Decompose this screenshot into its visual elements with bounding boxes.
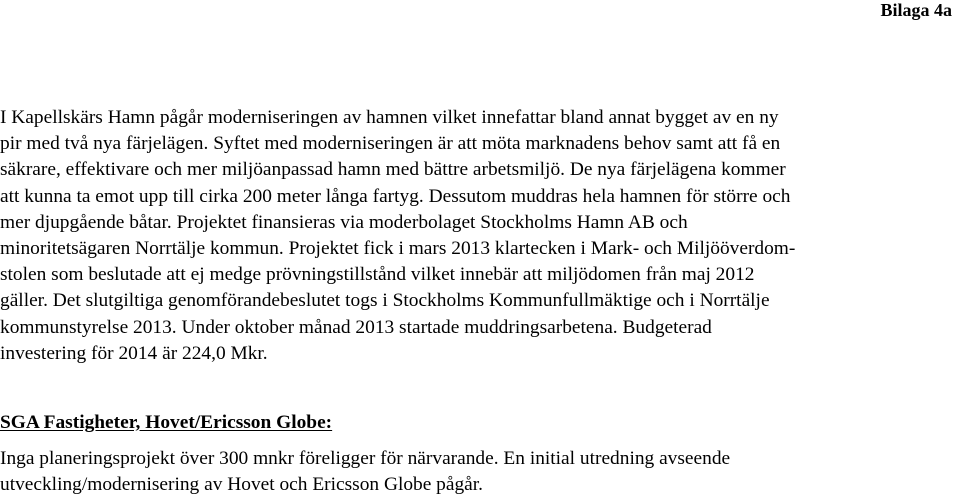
paragraph-line: att kunna ta emot upp till cirka 200 meter långa fartyg. Dessutom muddras hela hamnen för större och — [0, 185, 791, 207]
appendix-label: Bilaga 4a — [880, 0, 952, 20]
paragraph-kapellskar-harbor — [0, 105, 795, 367]
paragraph-line: mer djupgående båtar. Projektet finansieras via moderbolaget Stockholms Hamn AB och — [0, 211, 688, 233]
paragraph-line: säkrare, effektivare och mer miljöanpassad hamn med bättre arbetsmiljö. De nya färjelägena kommer — [0, 159, 786, 181]
paragraph-line: minoritetsägaren Norrtälje kommun. Projektet fick i mars 2013 klartecken i Mark- och Miljööverdom- — [0, 237, 796, 259]
paragraph-line: I Kapellskärs Hamn pågår moderniseringen av hamnen vilket innefattar bland annat bygget av en ny — [0, 107, 779, 128]
paragraph-line: kommunstyrelse 2013. Under oktober månad 2013 startade muddringsarbetena. Budgeterad — [0, 316, 712, 338]
paragraph-line: Inga planeringsprojekt över 300 mnkr föreligger för närvarande. En initial utredning avseende — [0, 448, 731, 469]
paragraph-sga-fastigheter — [0, 446, 730, 498]
paragraph-line: gäller. Det slutgiltiga genomförandebeslutet togs i Stockholms Kommunfullmäktige och i Norrtälje — [0, 290, 770, 312]
section-heading: SGA Fastigheter, Hovet/Ericsson Globe: — [0, 412, 333, 433]
paragraph-line: stolen som beslutade att ej medge prövningstillstånd vilket innebär att miljödomen från maj 2012 — [0, 264, 755, 286]
paragraph-line: utveckling/modernisering av Hovet och Ericsson Globe pågår. — [0, 474, 484, 496]
paragraph-line: investering för 2014 är 224,0 Mkr. — [0, 342, 268, 364]
paragraph-line: pir med två nya färjelägen. Syftet med moderniseringen är att möta marknadens behov samt att få en — [0, 133, 781, 155]
